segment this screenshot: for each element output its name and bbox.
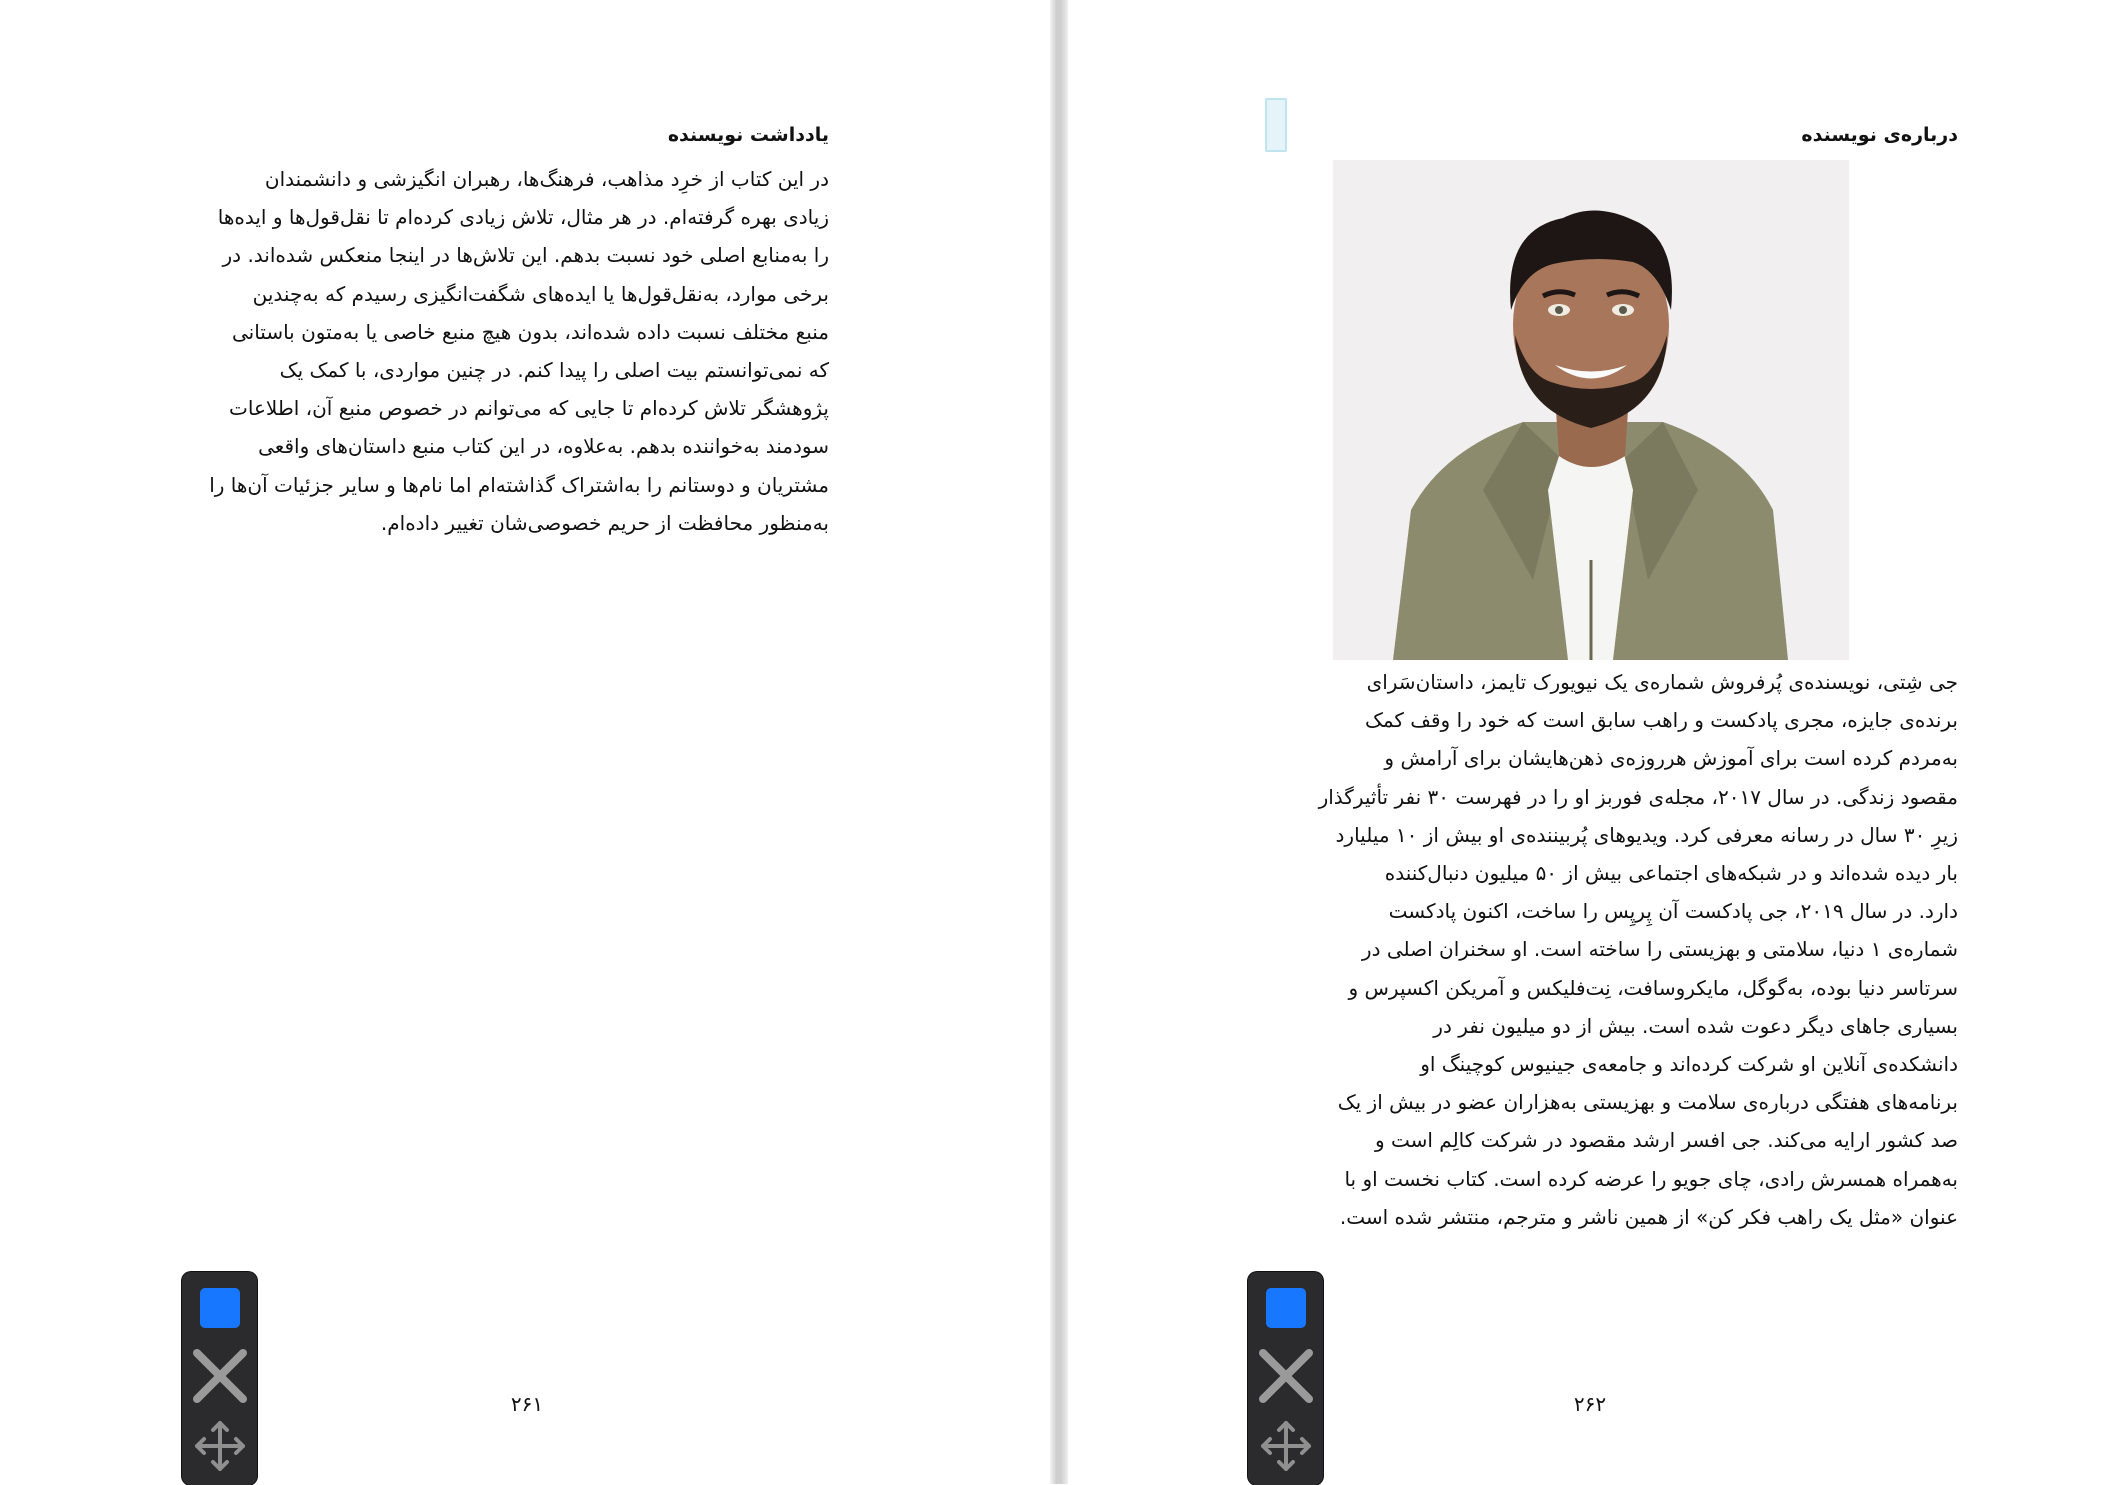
text-line: در این کتاب از خرِد مذاهب، فرهنگ‌ها، رهبران انگیزشی و دانشمندان xyxy=(264,167,829,191)
left-page xyxy=(0,0,1050,1484)
book-gutter xyxy=(1050,0,1068,1484)
author-photo xyxy=(1333,160,1849,660)
color-swatch-button[interactable] xyxy=(182,1274,257,1342)
color-swatch xyxy=(1266,1288,1306,1328)
page-number: ۲۶۲ xyxy=(1573,1392,1607,1416)
text-line: برنده‌ی جایزه، مجری پادکست و راهب سابق است که خود را وقف کمک xyxy=(1364,708,1958,733)
page-body xyxy=(189,160,829,542)
page-heading: یادداشت نویسنده xyxy=(667,124,829,146)
text-line: برخی موارد، به‌نقل‌قول‌ها یا ایده‌های شگفت‌انگیزی رسیدم که به‌چندین xyxy=(252,281,829,306)
bookmark-icon[interactable] xyxy=(1265,98,1287,152)
text-line: مقصود زندگی. در سال ۲۰۱۷، مجله‌ی فوربز او را در فهرست ۳۰ نفر تأثیرگذار xyxy=(1318,784,1958,809)
text-line: بسیاری جاهای دیگر دعوت شده است. بیش از دو میلیون نفر در xyxy=(1433,1013,1958,1038)
page-number: ۲۶۱ xyxy=(510,1392,544,1416)
text-line: دارد. در سال ۲۰۱۹، جی پادکست آن پِرپِس را ساخت، اکنون پادکست xyxy=(1388,899,1958,924)
text-line: بار دیده شده‌اند و در شبکه‌های اجتماعی بیش از ۵۰ میلیون دنبال‌کننده xyxy=(1384,861,1958,886)
author-portrait xyxy=(1333,160,1849,660)
text-line: سرتاسر دنیا بوده، به‌گوگل، مایکروسافت، نِت‌فلیکس و آمریکن اکسپرس و xyxy=(1348,975,1958,1000)
text-line: زیادی بهره گرفته‌ام. در هر مثال، تلاش زیادی کرده‌ام تا نقل‌قول‌ها و ایده‌ها xyxy=(217,205,829,230)
text-line: به‌منظور محافظت از حریم خصوصی‌شان تغییر داده‌ام. xyxy=(380,510,829,535)
color-swatch xyxy=(200,1288,240,1328)
text-line: صد کشور ارایه می‌کند. جی افسر ارشد مقصود در شرکت کالِم است و xyxy=(1374,1128,1958,1153)
text-line: سودمند به‌خواننده بدهم. به‌علاوه، در این کتاب منبع داستان‌های واقعی xyxy=(258,434,829,459)
move-icon xyxy=(1259,1419,1313,1473)
text-line: دانشکده‌ی آنلاین او شرکت کرده‌اند و جامعه‌ی جینیوس کوچینگ او xyxy=(1420,1052,1958,1077)
text-line: که نمی‌توانستم بیت اصلی را پیدا کنم. در چنین مواردی، با کمک یک xyxy=(279,358,829,383)
text-line: عنوان «مثل یک راهب فکر کن» از همین ناشر و مترجم، منتشر شده است. xyxy=(1339,1204,1958,1229)
close-button[interactable] xyxy=(182,1342,257,1410)
move-handle[interactable] xyxy=(1248,1412,1323,1480)
move-icon xyxy=(193,1419,247,1473)
text-line: زیرِ ۳۰ سال در رسانه معرفی کرد. ویدیوهای پُربیننده‌ی او بیش از ۱۰ میلیارد xyxy=(1335,822,1958,847)
close-button[interactable] xyxy=(1248,1342,1323,1410)
move-handle[interactable] xyxy=(182,1412,257,1480)
close-icon xyxy=(192,1348,248,1404)
text-line: به‌مردم کرده است برای آموزش هرروزه‌ی ذهن‌هایشان برای آرامش و xyxy=(1384,746,1958,771)
text-line: به‌همراه همسرش رادی، چای جویو را عرضه کرده است. کتاب نخست او با xyxy=(1344,1166,1958,1191)
text-line: جی شِتی، نویسنده‌ی پُرفروش شماره‌ی یک نیویورک تایمز، داستان‌سَرای xyxy=(1366,670,1958,694)
text-line: را به‌منابع اصلی خود نسبت بدهم. این تلاش‌ها در اینجا منعکس شده‌اند. در xyxy=(222,243,829,268)
right-page xyxy=(1068,0,2115,1484)
annotation-toolbar xyxy=(182,1272,257,1485)
text-line: برنامه‌های هفتگی درباره‌ی سلامت و بهزیستی به‌هزاران عضو در بیش از یک xyxy=(1337,1090,1958,1115)
close-icon xyxy=(1258,1348,1314,1404)
text-line: پژوهشگر تلاش کرده‌ام تا جایی که می‌توانم در خصوص منبع آن، اطلاعات xyxy=(229,396,829,421)
annotation-toolbar xyxy=(1248,1272,1323,1485)
text-line: مشتریان و دوستانم را به‌اشتراک گذاشته‌ام اما نام‌ها و سایر جزئیات آن‌ها را xyxy=(209,472,829,497)
color-swatch-button[interactable] xyxy=(1248,1274,1323,1342)
page-heading: درباره‌ی نویسنده xyxy=(1801,124,1958,146)
text-line: شماره‌ی ۱ دنیا، سلامتی و بهزیستی را ساخته است. او سخنران اصلی در xyxy=(1361,937,1958,962)
text-line: منبع مختلف نسبت داده شده‌اند، بدون هیچ منبع خاصی یا به‌متون باستانی xyxy=(231,319,829,344)
page-body xyxy=(1318,663,1958,1236)
